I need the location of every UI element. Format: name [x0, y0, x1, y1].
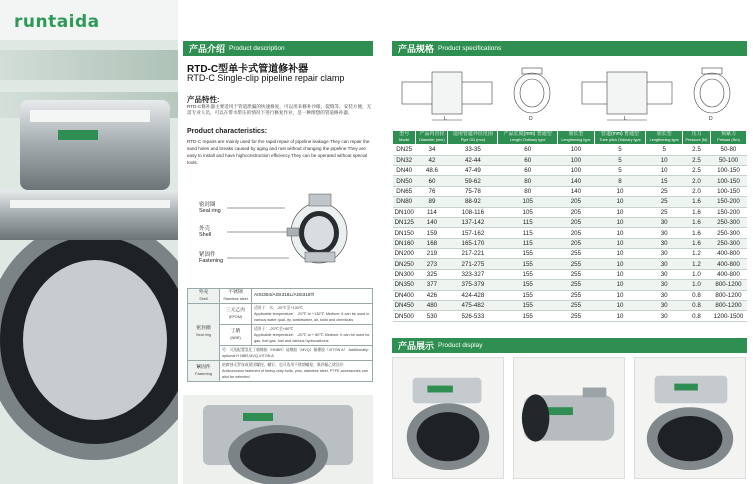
spec-cell: 10	[594, 269, 646, 279]
spec-column-header: 加长型 Lengthening type	[558, 131, 595, 145]
spec-cell: 800-1200	[710, 301, 746, 311]
spec-cell: 10	[594, 186, 646, 196]
spec-cell: 5	[594, 165, 646, 175]
spec-cell: 5	[646, 145, 683, 155]
spec-cell: 140	[558, 176, 595, 186]
spec-cell: DN50	[393, 176, 416, 186]
spec-cell: 155	[498, 259, 558, 269]
spec-cell: 33-35	[448, 145, 498, 155]
spec-cell: 255	[558, 311, 595, 321]
spec-cell: DN80	[393, 197, 416, 207]
spec-cell: 25	[646, 197, 683, 207]
spec-cell: 100-150	[710, 186, 746, 196]
spec-row	[393, 249, 747, 259]
spec-cell: 50-80	[710, 145, 746, 155]
spec-cell: 526-533	[448, 311, 498, 321]
spec-row	[393, 207, 747, 217]
spec-cell: 1200-1500	[710, 311, 746, 321]
spec-cell: DN400	[393, 290, 416, 300]
spec-cell: 1.6	[683, 197, 711, 207]
spec-cell: DN500	[393, 311, 416, 321]
spec-row	[393, 301, 747, 311]
spec-row	[393, 259, 747, 269]
spec-row	[393, 238, 747, 248]
spec-row	[393, 176, 747, 186]
spec-cell: 34	[416, 145, 448, 155]
spec-cell: 1.6	[683, 238, 711, 248]
spec-row	[393, 186, 747, 196]
spec-cell: 10	[594, 301, 646, 311]
spec-cell: 10	[594, 228, 646, 238]
spec-cell: 10	[594, 197, 646, 207]
spec-cell: DN32	[393, 155, 416, 165]
spec-cell: 10	[594, 217, 646, 227]
spec-cell: DN25	[393, 145, 416, 155]
spec-cell: 30	[646, 259, 683, 269]
spec-cell: 10	[594, 207, 646, 217]
spec-column-header: 加长型 Lengthening type	[646, 131, 683, 145]
spec-cell: 255	[558, 249, 595, 259]
spec-cell: 205	[558, 197, 595, 207]
spec-cell: 10	[594, 280, 646, 290]
spec-cell: 426	[416, 290, 448, 300]
spec-cell: 80	[498, 186, 558, 196]
spec-cell: 60	[498, 145, 558, 155]
spec-cell: 30	[646, 249, 683, 259]
pipe-clamp-hero-photo	[0, 40, 178, 484]
spec-cell: 165-170	[448, 238, 498, 248]
shell-label: 外壳 Shell	[199, 226, 212, 238]
spec-cell: 25	[646, 186, 683, 196]
spec-cell: 424-428	[448, 290, 498, 300]
diameter-label-2: D	[709, 116, 713, 122]
spec-cell: DN100	[393, 207, 416, 217]
product-name-cn: RTD-C型单卡式管道修补器	[187, 64, 309, 75]
spec-cell: 100	[558, 145, 595, 155]
spec-cell: 10	[646, 155, 683, 165]
spec-cell: 30	[646, 269, 683, 279]
spec-cell: 25	[646, 207, 683, 217]
spec-cell: 100-150	[710, 176, 746, 186]
spec-cell: 10	[594, 290, 646, 300]
clamp-product-photo	[183, 395, 373, 484]
spec-column-header: 产品长度(mm) 普通型 Length Ordinary type	[498, 131, 558, 145]
spec-cell: 76	[416, 186, 448, 196]
spec-cell: 10	[646, 165, 683, 175]
display-photo-3	[634, 357, 746, 479]
features-en-heading: Product characteristics:	[187, 128, 268, 135]
spec-cell: DN125	[393, 217, 416, 227]
spec-cell: 140	[416, 217, 448, 227]
spec-cell: 30	[646, 228, 683, 238]
spec-column-header: 管道(mm) 普通型 Tube pitch Ordinary type	[594, 131, 646, 145]
spec-cell: 150-200	[710, 207, 746, 217]
features-cn-heading: 产品特性:	[187, 95, 220, 104]
spec-cell: DN150	[393, 228, 416, 238]
spec-cell: 205	[558, 207, 595, 217]
fastening-label: 紧固件 Fastening	[199, 252, 224, 264]
spec-cell: 155	[498, 269, 558, 279]
spec-cell: DN250	[393, 259, 416, 269]
hero-photo-panel	[0, 0, 178, 484]
seal-ring-label: 密封圈 Seal ring	[199, 202, 221, 214]
features-en-text: RTD-C repairs are mainly used for the rapid repair of pipeline leakage.They can repair the sand holes and breaks caused by aging and rust without changing the pipeline.They are easy to install and have highconstruction efficiency.They can be operated without special tools.	[187, 139, 370, 165]
spec-cell: 105	[498, 207, 558, 217]
spec-cell: 2.5	[683, 145, 711, 155]
spec-cell: DN40	[393, 165, 416, 175]
spec-cell: 2.5	[683, 155, 711, 165]
spec-cell: 150-200	[710, 197, 746, 207]
spec-cell: 140	[558, 186, 595, 196]
spec-cell: 60	[498, 165, 558, 175]
brand-logo: runtaida	[14, 12, 100, 32]
dimension-drawings	[392, 58, 747, 128]
spec-cell: 48.6	[416, 165, 448, 175]
spec-cell: 1.2	[683, 259, 711, 269]
spec-row	[393, 311, 747, 321]
spec-cell: 800-1200	[710, 290, 746, 300]
spec-cell: 157-162	[448, 228, 498, 238]
spec-cell: 88-92	[448, 197, 498, 207]
spec-column-header: 压力 Pressure (M)	[683, 131, 711, 145]
spec-cell: 30	[646, 280, 683, 290]
spec-cell: 115	[498, 228, 558, 238]
spec-cell: 50-100	[710, 155, 746, 165]
spec-cell: 0.8	[683, 301, 711, 311]
spec-cell: 155	[498, 249, 558, 259]
spec-cell: 205	[558, 217, 595, 227]
component-diagram	[187, 188, 373, 278]
spec-row	[393, 217, 747, 227]
features-cn-text: RTD-C修补器主要适用于管道泄漏的快速修复，可以用来修补沙眼、裂缝等。安装方便，无需专业人员，可以在带水带压的情况下进行修复作业，是一种理想的管道修补器。	[187, 104, 372, 116]
spec-cell: 155	[498, 290, 558, 300]
spec-cell: 15	[646, 176, 683, 186]
spec-cell: 217-221	[448, 249, 498, 259]
length-label-2: L	[624, 116, 627, 122]
spec-cell: 205	[558, 228, 595, 238]
specifications-header-row	[393, 131, 747, 145]
spec-cell: 219	[416, 249, 448, 259]
spec-cell: 250-300	[710, 238, 746, 248]
spec-cell: 1.6	[683, 228, 711, 238]
spec-cell: 89	[416, 197, 448, 207]
spec-cell: 80	[498, 176, 558, 186]
spec-cell: 375-379	[448, 280, 498, 290]
spec-cell: 30	[646, 290, 683, 300]
spec-cell: 59-62	[448, 176, 498, 186]
spec-cell: 168	[416, 238, 448, 248]
spec-cell: 0.8	[683, 290, 711, 300]
spec-cell: DN350	[393, 280, 416, 290]
specifications-table	[392, 130, 747, 322]
spec-cell: 10	[594, 249, 646, 259]
spec-cell: 1.6	[683, 217, 711, 227]
spec-cell: 30	[646, 311, 683, 321]
spec-cell: DN200	[393, 249, 416, 259]
spec-cell: 250-300	[710, 217, 746, 227]
spec-cell: 42	[416, 155, 448, 165]
spec-cell: 155	[498, 311, 558, 321]
spec-cell: 325	[416, 269, 448, 279]
spec-cell: 100	[558, 165, 595, 175]
spec-row	[393, 228, 747, 238]
spec-cell: 10	[594, 238, 646, 248]
spec-cell: 115	[498, 217, 558, 227]
spec-cell: 377	[416, 280, 448, 290]
spec-cell: 10	[594, 259, 646, 269]
spec-cell: 475-482	[448, 301, 498, 311]
diameter-label: D	[529, 116, 533, 122]
length-label: L	[444, 116, 447, 122]
spec-cell: 30	[646, 238, 683, 248]
spec-cell: 10	[594, 311, 646, 321]
spec-cell: 5	[594, 145, 646, 155]
spec-cell: 2.5	[683, 165, 711, 175]
spec-cell: 100	[558, 155, 595, 165]
spec-row	[393, 197, 747, 207]
spec-column-header: 适用管道外径范围 Pipe OD (mm)	[448, 131, 498, 145]
spec-cell: 273	[416, 259, 448, 269]
spec-column-header: 产品内直径 Diameter (mm)	[416, 131, 448, 145]
spec-cell: 60	[416, 176, 448, 186]
spec-row	[393, 269, 747, 279]
spec-cell: 1.6	[683, 207, 711, 217]
materials-table: 外壳 Shell 不锈钢 Stainless steel AISI304/AISI316L/AISI316Ti 密封圈 Seal ring 三元乙丙 (EPDM) 适用于：水、-20℃至+130℃ Applicable temperature：-20℃ to +130℃ Medium: It can be used in various water qual- ity, wastewater, air, solid and chemicals 丁腈 (NBR) 适用于：-20℃至+80℃ Applicable temperature：-20℃ to + 80℃ Medium: It can be used for gas, fuel gas, fuel and various hydrocarbons 另：可选配置氢化丁腈橡胶（HNBR）硅橡胶（MVQ）氟橡胶（VITON A） Additionally: optional H NBR,MVQ,VITON A 紧固件 Fastening 防腐蚀无罗丝或紧固螺栓，螺钉、也可选用不锈钢螺栓、聚四氟乙烯涂层 Anticorrosion fastened of heavy-duty bolts, pins, stainless steel, PTFE accessories can also be selected	[187, 288, 373, 382]
spec-column-header: 预紧力 Preload (Nm)	[710, 131, 746, 145]
specifications-panel	[378, 0, 753, 484]
display-photo-2	[513, 357, 625, 479]
spec-row	[393, 145, 747, 155]
clamp-exploded-drawing	[227, 188, 373, 278]
spec-cell: 2.0	[683, 176, 711, 186]
spec-cell: 47-49	[448, 165, 498, 175]
spec-cell: 205	[558, 238, 595, 248]
spec-cell: DN300	[393, 269, 416, 279]
spec-cell: 323-327	[448, 269, 498, 279]
spec-cell: 8	[594, 176, 646, 186]
spec-cell: 30	[646, 217, 683, 227]
spec-cell: 1.0	[683, 269, 711, 279]
spec-cell: 255	[558, 269, 595, 279]
spec-cell: 137-142	[448, 217, 498, 227]
spec-cell: 42-44	[448, 155, 498, 165]
spec-cell: 108-116	[448, 207, 498, 217]
spec-cell: 530	[416, 311, 448, 321]
spec-cell: 30	[646, 301, 683, 311]
spec-cell: 155	[498, 301, 558, 311]
spec-cell: 115	[498, 238, 558, 248]
spec-cell: 255	[558, 290, 595, 300]
spec-cell: 400-800	[710, 249, 746, 259]
spec-cell: 114	[416, 207, 448, 217]
spec-cell: 400-800	[710, 269, 746, 279]
product-name-en: RTD-C Single-clip pipeline repair clamp	[187, 73, 345, 83]
spec-cell: 5	[594, 155, 646, 165]
product-description-header: 产品介绍 Product description	[183, 41, 373, 56]
spec-cell: 480	[416, 301, 448, 311]
spec-cell: 255	[558, 301, 595, 311]
spec-cell: 155	[498, 280, 558, 290]
spec-cell: 271-275	[448, 259, 498, 269]
spec-column-header: 型号 Model	[393, 131, 416, 145]
spec-cell: 250-300	[710, 228, 746, 238]
spec-cell: 75-78	[448, 186, 498, 196]
spec-cell: 255	[558, 280, 595, 290]
spec-cell: 100-150	[710, 165, 746, 175]
spec-cell: 1.2	[683, 249, 711, 259]
spec-cell: DN65	[393, 186, 416, 196]
product-display-header: 产品展示 Product display	[392, 338, 747, 353]
product-specifications-header: 产品规格 Product specifications	[392, 41, 747, 56]
spec-cell: 159	[416, 228, 448, 238]
spec-cell: DN160	[393, 238, 416, 248]
spec-cell: 400-800	[710, 259, 746, 269]
spec-row	[393, 290, 747, 300]
display-photo-1	[392, 357, 504, 479]
spec-row	[393, 165, 747, 175]
spec-cell: 105	[498, 197, 558, 207]
spec-cell: 1.0	[683, 280, 711, 290]
spec-cell: 0.8	[683, 311, 711, 321]
spec-cell: 60	[498, 155, 558, 165]
spec-cell: DN450	[393, 301, 416, 311]
spec-cell: 2.0	[683, 186, 711, 196]
spec-cell: 800-1200	[710, 280, 746, 290]
spec-row	[393, 280, 747, 290]
spec-cell: 255	[558, 259, 595, 269]
spec-row	[393, 155, 747, 165]
